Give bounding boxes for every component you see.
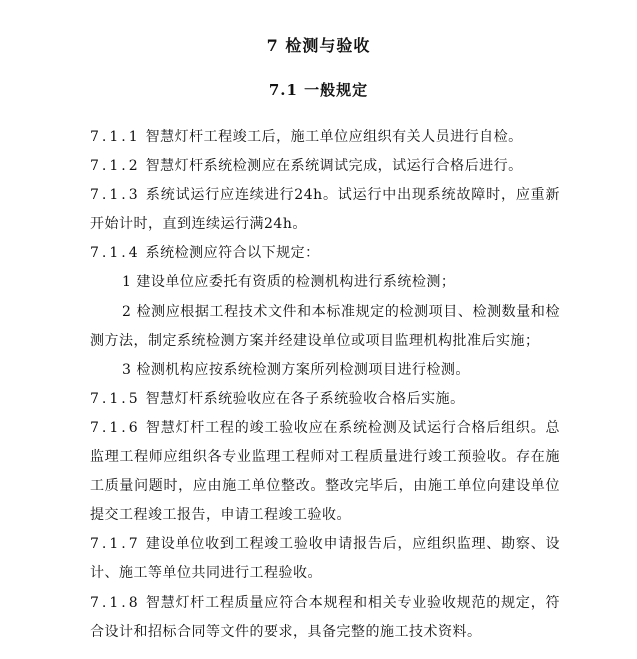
- item-number: 2: [122, 303, 132, 320]
- clause-text: 建设单位收到工程竣工验收申请报告后，应组织监理、勘察、设计、施工等单位共同进行工程验收。: [90, 536, 561, 582]
- clause-7-1-4-item-1: [90, 268, 560, 297]
- item-number: 3: [122, 361, 132, 378]
- clause-text: 系统试运行应连续进行24h。试运行中出现系统故障时，应重新开始计时，直到连续运行满24h。: [90, 187, 560, 233]
- item-text: 检测应根据工程技术文件和本标准规定的检测项目、检测数量和检测方法，制定系统检测方案并经建设单位或项目监理机构批准后实施；: [90, 303, 560, 349]
- clause-7-1-4-item-2: [90, 298, 560, 356]
- item-text: 建设单位应委托有资质的检测机构进行系统检测；: [136, 274, 456, 291]
- clause-number: 7.1.5: [90, 390, 141, 407]
- clause-text: 智慧灯杆系统验收应在各子系统验收合格后实施。: [145, 390, 465, 407]
- clause-text: 智慧灯杆工程的竣工验收应在系统检测及试运行合格后组织。总监理工程师应组织各专业监理工程师对工程质量进行竣工预验收。存在施工质量问题时，应由施工单位整改。整改完毕后，由施工单位向建设单位提交工程竣工报告，申请工程竣工验收。: [90, 419, 561, 524]
- item-number: 1: [122, 274, 132, 291]
- clause-7-1-4-item-3: [90, 356, 560, 385]
- clause-number: 7.1.6: [90, 419, 141, 436]
- item-text: 检测机构应按系统检测方案所列检测项目进行检测。: [136, 361, 470, 378]
- clause-text: 智慧灯杆工程质量应符合本规程和相关专业验收规范的规定，符合设计和招标合同等文件的要求，具备完整的施工技术资料。: [90, 594, 561, 640]
- clause-number: 7.1.7: [90, 536, 141, 553]
- clause-7-1-4: [90, 239, 560, 268]
- clause-number: 7.1.2: [90, 158, 141, 175]
- section-body: [90, 123, 560, 647]
- clause-7-1-8: [90, 589, 560, 647]
- clause-7-1-2: [90, 152, 560, 181]
- clause-number: 7.1.8: [90, 594, 141, 611]
- clause-7-1-5: [90, 385, 560, 414]
- clause-text: 智慧灯杆系统检测应在系统调试完成，试运行合格后进行。: [145, 158, 523, 175]
- chapter-title: 7 检测与验收: [266, 36, 371, 55]
- clause-text: 系统检测应符合以下规定：: [145, 245, 320, 262]
- clause-number: 7.1.1: [90, 129, 141, 145]
- clause-7-1-6: [90, 414, 560, 530]
- clause-7-1-7: [90, 530, 560, 588]
- clause-7-1-3: [90, 181, 560, 239]
- clause-7-1-1: [90, 123, 560, 152]
- clause-number: 7.1.4: [90, 245, 141, 262]
- clause-text: 智慧灯杆工程竣工后，施工单位应组织有关人员进行自检。: [145, 129, 523, 145]
- section-title: 7.1 一般规定: [268, 81, 369, 99]
- clause-number: 7.1.3: [90, 187, 141, 204]
